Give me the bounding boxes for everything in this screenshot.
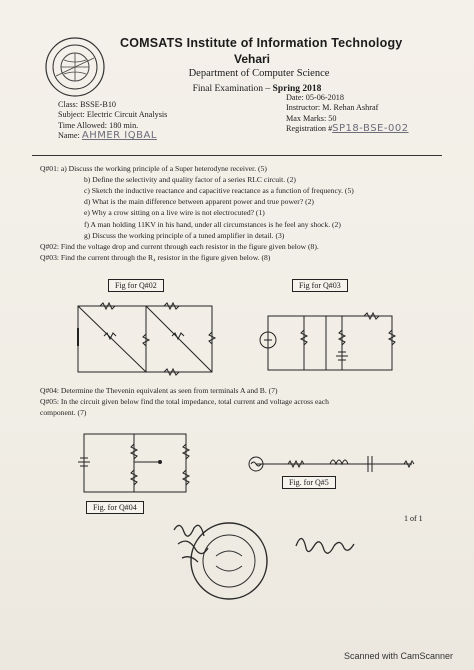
max-marks-label: Max Marks: 50: [286, 113, 337, 123]
registration-label: Registration #: [286, 123, 333, 133]
fig-q4-label: Fig. for Q#04: [86, 501, 144, 514]
q5-text-line1: Q#05: In the circuit given below find the total impedance, total current and voltage across each: [40, 397, 329, 406]
fig-q2-label: Fig for Q#02: [108, 279, 164, 292]
subject-label: Subject: Electric Circuit Analysis: [58, 110, 168, 120]
exam-term: Spring 2018: [272, 84, 322, 94]
exam-meta-right: [286, 93, 409, 134]
registration-handwritten: SP18-BSE-002: [332, 122, 409, 134]
date-label: Date: 05-06-2018: [286, 93, 344, 102]
circuit-q4-diagram: [62, 428, 222, 498]
q1d-text: d) What is the main difference between apparent power and true power? (2): [84, 197, 314, 206]
q5-text-line2: component. (7): [40, 408, 87, 417]
circuit-q2-diagram: [64, 298, 224, 380]
department-name: Department of Computer Science: [188, 68, 330, 79]
exam-meta-left: [58, 100, 167, 141]
q4-text: Q#04: Determine the Thevenin equivalent as seen from terminals A and B. (7): [40, 386, 278, 395]
instructor-signature-icon: [292, 528, 358, 558]
exam-prefix: Final Examination –: [192, 84, 273, 94]
q1g-text: g) Discuss the working principle of a tuned amplifier in detail. (3): [84, 231, 285, 240]
q1a-text: Q#01: a) Discuss the working principle of a Super heterodyne receiver. (5): [40, 164, 267, 173]
instructor-label: Instructor: M. Rehan Ashraf: [286, 103, 379, 113]
fig-q3-label: Fig for Q#03: [292, 279, 348, 292]
q1c-text: c) Sketch the inductive reactance and capacitive reactance as a function of frequency. (5): [84, 186, 354, 195]
name-label: Name:: [58, 130, 80, 140]
q3-text: Q#03: Find the current through the R₄ resistor in the figure given below. (8): [40, 253, 271, 262]
registration-row: [286, 124, 409, 134]
name-row: [58, 131, 167, 141]
q1e-text: e) Why a crow sitting on a live wire is not electrocuted? (1): [84, 208, 265, 217]
q1b-text: b) Define the selectivity and quality factor of a series RLC circuit. (2): [84, 175, 296, 184]
student-name-handwritten: AHMER IQBAL: [81, 129, 157, 141]
department-stamp-icon: [186, 518, 272, 604]
class-label: Class: BSSE-B10: [58, 100, 117, 109]
circuit-q3-diagram: [252, 296, 422, 378]
campus-name: Vehari: [233, 52, 271, 66]
fig-q5-label: Fig. for Q#5: [282, 476, 336, 489]
page-number: 1 of 1: [404, 514, 423, 523]
header-divider: [32, 155, 442, 156]
scanner-watermark: Scanned with CamScanner: [344, 651, 454, 661]
q1f-text: f) A man holding 11KV in his hand, under all circumstances is he feel any shock. (2): [84, 220, 341, 229]
time-allowed-label: Time Allowed: 180 min.: [58, 120, 139, 130]
q2-text: Q#02: Find the voltage drop and current through each resistor in the figure given below (8).: [40, 242, 319, 251]
institution-name: COMSATS Institute of Information Technology: [120, 36, 403, 50]
